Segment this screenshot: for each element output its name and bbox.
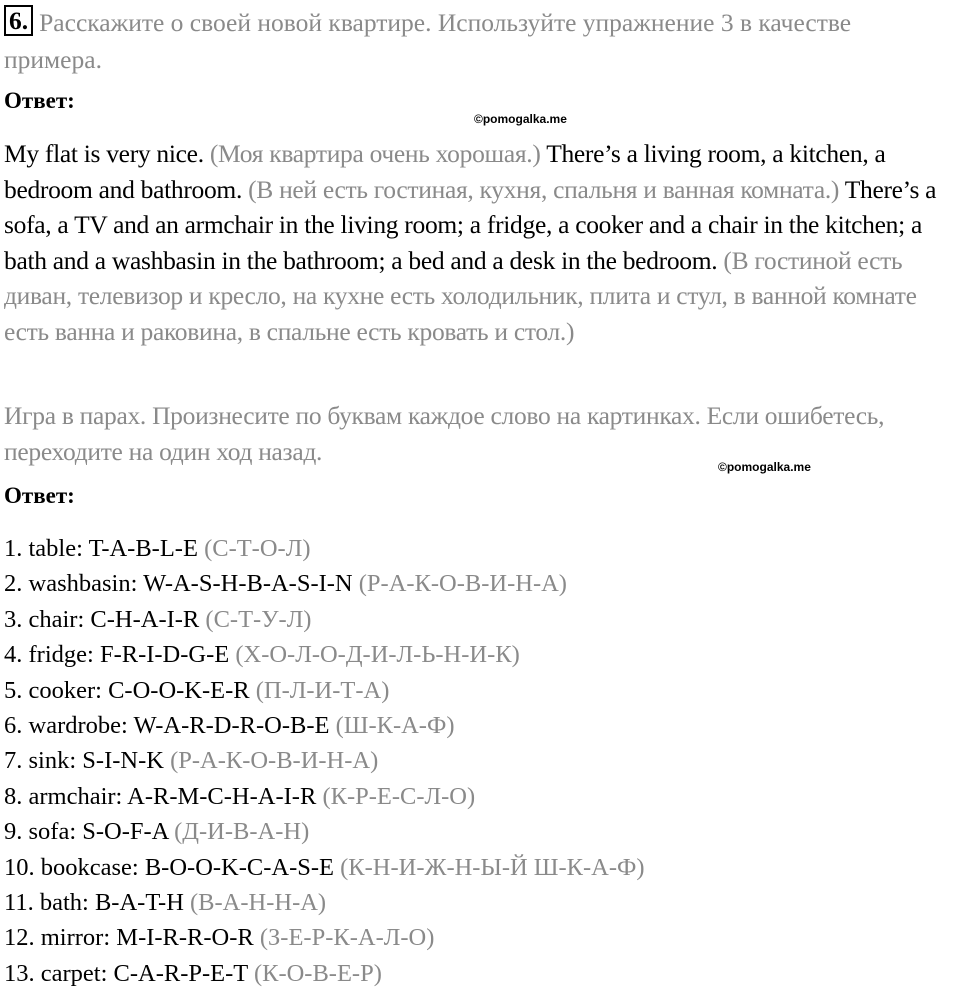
spelled-word: A-R-M-C-H-A-I-R <box>127 782 317 810</box>
spelled-word: C-O-O-K-E-R <box>108 676 250 704</box>
translation-text: (В ней есть гостиная, кухня, спальня и ванная комната.) <box>248 174 845 204</box>
word-label: 2. washbasin: <box>4 570 144 598</box>
watermark: ©pomogalka.me <box>474 112 567 126</box>
answer-label: Ответ: <box>4 88 75 113</box>
spelling-list <box>4 531 954 991</box>
answer-paragraph <box>4 136 960 349</box>
word-label: 10. bookcase: <box>4 853 145 881</box>
russian-spelling: (К-Р-Е-С-Л-О) <box>316 782 476 810</box>
spelled-word: S-I-N-K <box>82 747 164 775</box>
list-item <box>4 956 954 991</box>
english-text: There’s a sofa, a TV and an armchair in the living room; a fridge, a cooker and a chair in the kitchen; a bath and a washbasin in the bathroom; a bed and a desk in the bedroom. <box>4 174 937 275</box>
russian-spelling: (С-Т-О-Л) <box>197 535 311 562</box>
russian-spelling: (В-А-Н-Н-А) <box>183 889 327 917</box>
russian-spelling: (К-О-В-Е-Р) <box>247 959 382 987</box>
russian-spelling: (К-Н-И-Ж-Н-Ы-Й Ш-К-А-Ф) <box>334 853 645 881</box>
spelled-word: C-A-R-P-E-T <box>113 959 248 987</box>
word-label: 11. bath: <box>4 889 95 917</box>
spelled-word: C-H-A-I-R <box>90 605 200 633</box>
word-label: 9. sofa: <box>4 818 83 846</box>
word-label: 13. carpet: <box>4 959 114 987</box>
word-label: 3. chair: <box>4 605 91 633</box>
spelled-word: B-O-O-K-C-A-S-E <box>144 853 335 881</box>
list-item <box>4 850 954 885</box>
russian-spelling: (Р-А-К-О-В-И-Н-А) <box>163 747 379 775</box>
task-2-text: Игра в парах. Произнесите по буквам каждое слово на картинках. Если ошибетесь, переходите на один ход назад. <box>4 401 885 466</box>
spelled-word: S-O-F-A <box>82 818 169 846</box>
word-label: 6. wardrobe: <box>4 712 134 740</box>
russian-spelling: (Х-О-Л-О-Д-И-Л-Ь-Н-И-К) <box>229 641 520 669</box>
list-item <box>4 743 954 778</box>
word-label: 1. table: <box>4 535 89 562</box>
task-number: 6. <box>4 5 33 36</box>
list-item <box>4 920 954 955</box>
english-text: My flat is very nice. <box>4 139 210 168</box>
list-item <box>4 531 954 566</box>
spelled-word: F-R-I-D-G-E <box>99 641 230 669</box>
spelled-word: W-A-R-D-R-O-B-E <box>133 712 330 740</box>
english-text: There’s a living room, a kitchen, a bedroom and bathroom. <box>4 139 886 204</box>
answer-label: Ответ: <box>4 483 75 508</box>
word-label: 5. cooker: <box>4 676 109 704</box>
spelled-word: B-A-T-H <box>94 889 184 917</box>
spelled-word: M-I-R-R-O-R <box>116 924 254 952</box>
list-item <box>4 566 954 601</box>
task-heading <box>4 4 954 78</box>
russian-spelling: (С-Т-У-Л) <box>199 605 312 633</box>
list-item <box>4 885 954 920</box>
russian-spelling: (Р-А-К-О-В-И-Н-А) <box>352 570 567 598</box>
task-text: Расскажите о своей новой квартире. Используйте упражнение 3 в качестве примера. <box>4 8 852 74</box>
spelled-word: W-A-S-H-B-A-S-I-N <box>143 570 353 598</box>
russian-spelling: (З-Е-Р-К-А-Л-О) <box>253 924 435 952</box>
russian-spelling: (Д-И-В-А-Н) <box>168 818 310 846</box>
list-item <box>4 708 954 743</box>
word-label: 8. armchair: <box>4 782 128 810</box>
translation-text: (Моя квартира очень хорошая.) <box>209 139 547 168</box>
spelled-word: T-A-B-L-E <box>88 535 198 562</box>
word-label: 4. fridge: <box>4 641 100 669</box>
translation-text: (В гостиной есть диван, телевизор и кресло, на кухне есть холодильник, плита и стул, в ванной комнате есть ванна и раковина, в спальне есть кровать и стол.) <box>4 245 917 346</box>
russian-spelling: (П-Л-И-Т-А) <box>249 676 390 704</box>
list-item <box>4 637 954 672</box>
list-item <box>4 602 954 637</box>
list-item <box>4 673 954 708</box>
russian-spelling: (Ш-К-А-Ф) <box>329 712 455 740</box>
word-label: 7. sink: <box>4 747 83 775</box>
list-item <box>4 779 954 814</box>
watermark: ©pomogalka.me <box>718 460 811 474</box>
list-item <box>4 814 954 849</box>
word-label: 12. mirror: <box>4 924 117 952</box>
